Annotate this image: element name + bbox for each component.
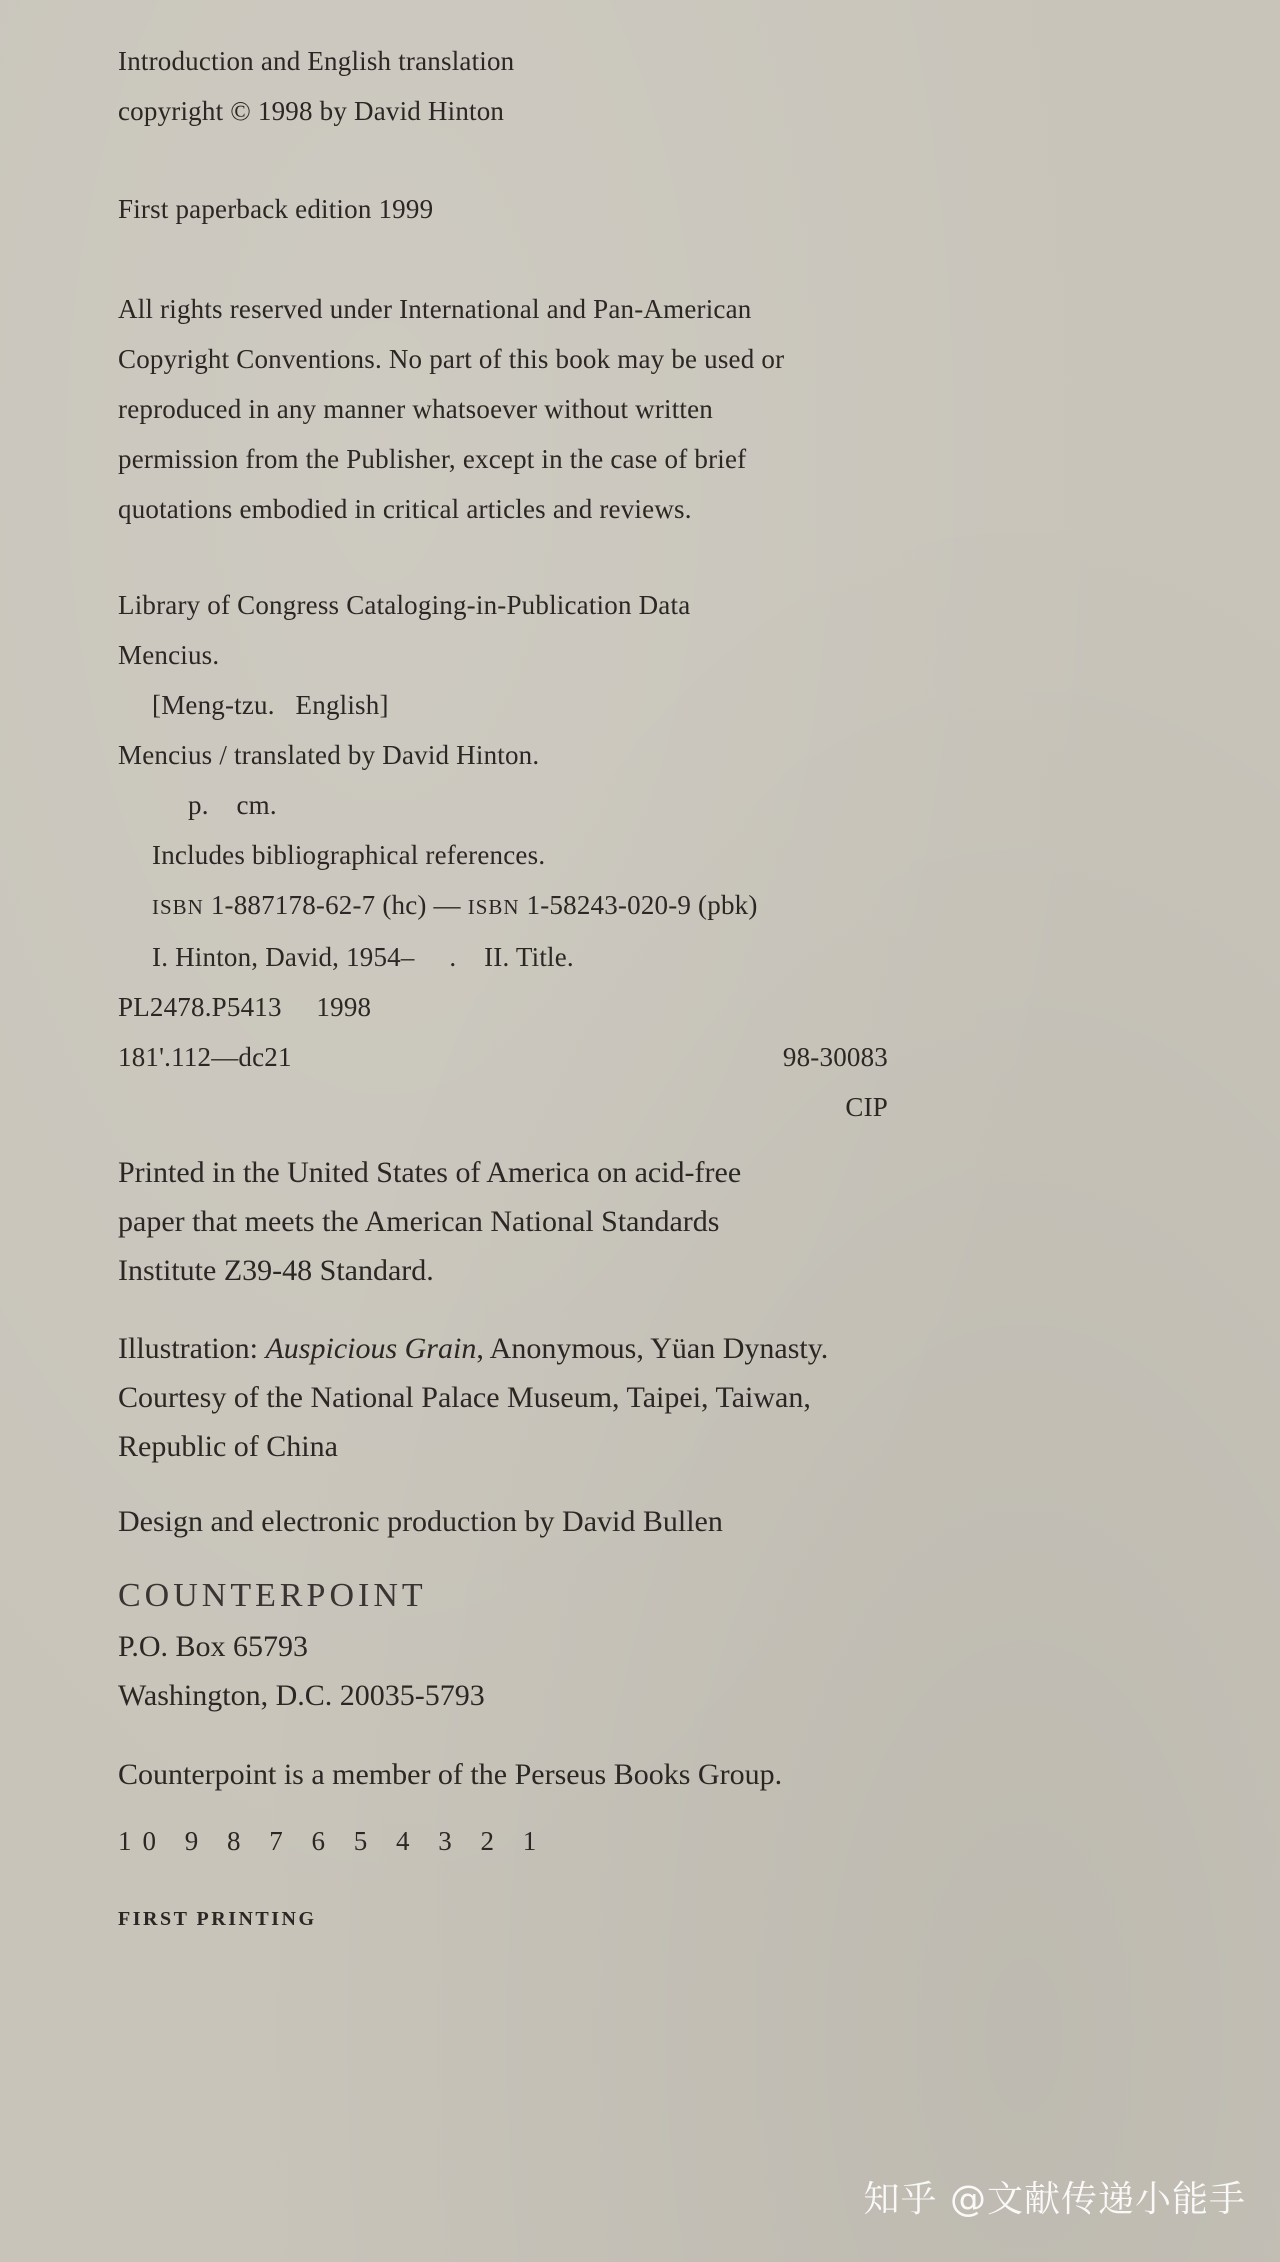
rights-line-5: quotations embodied in critical articles and reviews. [118, 494, 692, 524]
rights-block [118, 284, 784, 534]
member-block [118, 1750, 782, 1799]
cip-physical: p. cm. [188, 790, 277, 820]
printed-block [118, 1148, 741, 1295]
cip-lc-class: PL2478.P5413 1998 [118, 992, 372, 1022]
publisher-address-1: P.O. Box 65793 [118, 1630, 309, 1663]
copyright-line-1: Introduction and English translation [118, 46, 515, 76]
cip-author: Mencius. [118, 640, 220, 670]
illustration-line-3: Republic of China [118, 1430, 338, 1463]
publisher-name: COUNTERPOINT [118, 1577, 427, 1614]
rights-line-4: permission from the Publisher, except in the case of brief [118, 444, 747, 474]
isbn-label-pbk: ISBN [467, 895, 520, 919]
isbn-label-hc: ISBN [152, 895, 204, 919]
first-printing-block [118, 1908, 317, 1931]
illustration-rest: , Anonymous, Yüan Dynasty. [476, 1332, 829, 1365]
publisher-block [118, 1570, 485, 1720]
publisher-address-2: Washington, D.C. 20035-5793 [118, 1679, 485, 1712]
cip-dewey: 181'.112—dc21 [118, 1042, 292, 1072]
isbn-pbk: 1-58243-020-9 (pbk) [526, 890, 758, 920]
cip-heading: Library of Congress Cataloging-in-Publication Data [118, 590, 691, 620]
cip-block [118, 580, 888, 1132]
cip-label-row [118, 1082, 888, 1132]
cip-dewey-row [118, 1032, 888, 1082]
rights-line-3: reproduced in any manner whatsoever without written [118, 394, 714, 424]
cip-title-statement: Mencius / translated by David Hinton. [118, 740, 540, 770]
printed-line-3: Institute Z39-48 Standard. [118, 1254, 434, 1287]
printing-numbers-block [118, 1826, 547, 1857]
printing-numbers: 10 9 8 7 6 5 4 3 2 1 [118, 1826, 548, 1856]
design-line: Design and electronic production by David Bullen [118, 1505, 723, 1538]
design-block [118, 1497, 723, 1546]
cip-lccn: 98-30083 [782, 1042, 888, 1072]
cip-label: CIP [845, 1092, 888, 1122]
cip-notes: Includes bibliographical references. [152, 840, 546, 870]
cip-isbn [118, 880, 888, 932]
printed-line-2: paper that meets the American National Standards [118, 1205, 720, 1238]
first-printing-label: FIRST PRINTING [118, 1908, 317, 1930]
copyright-line-2: copyright © 1998 by David Hinton [118, 96, 505, 126]
printed-line-1: Printed in the United States of America on acid-free [118, 1156, 742, 1189]
cip-uniform-title: [Meng-tzu. English] [152, 690, 389, 720]
edition-block [118, 184, 433, 234]
illustration-line-2: Courtesy of the National Palace Museum, Taipei, Taiwan, [118, 1381, 811, 1414]
illustration-line-1 [118, 1324, 828, 1373]
illustration-title: Auspicious Grain [265, 1332, 477, 1365]
edition-line: First paperback edition 1999 [118, 194, 434, 224]
rights-line-1: All rights reserved under International and Pan-American [118, 294, 752, 324]
illustration-block [118, 1324, 828, 1471]
isbn-hc: 1-887178-62-7 (hc) — [210, 890, 461, 920]
illustration-label: Illustration: [118, 1332, 266, 1365]
cip-subjects: I. Hinton, David, 1954– . II. Title. [152, 942, 574, 972]
copyright-block [118, 36, 514, 136]
rights-line-2: Copyright Conventions. No part of this book may be used or [118, 344, 785, 374]
member-line: Counterpoint is a member of the Perseus Books Group. [118, 1758, 783, 1791]
watermark: 知乎 @文献传递小能手 [863, 2179, 1246, 2220]
